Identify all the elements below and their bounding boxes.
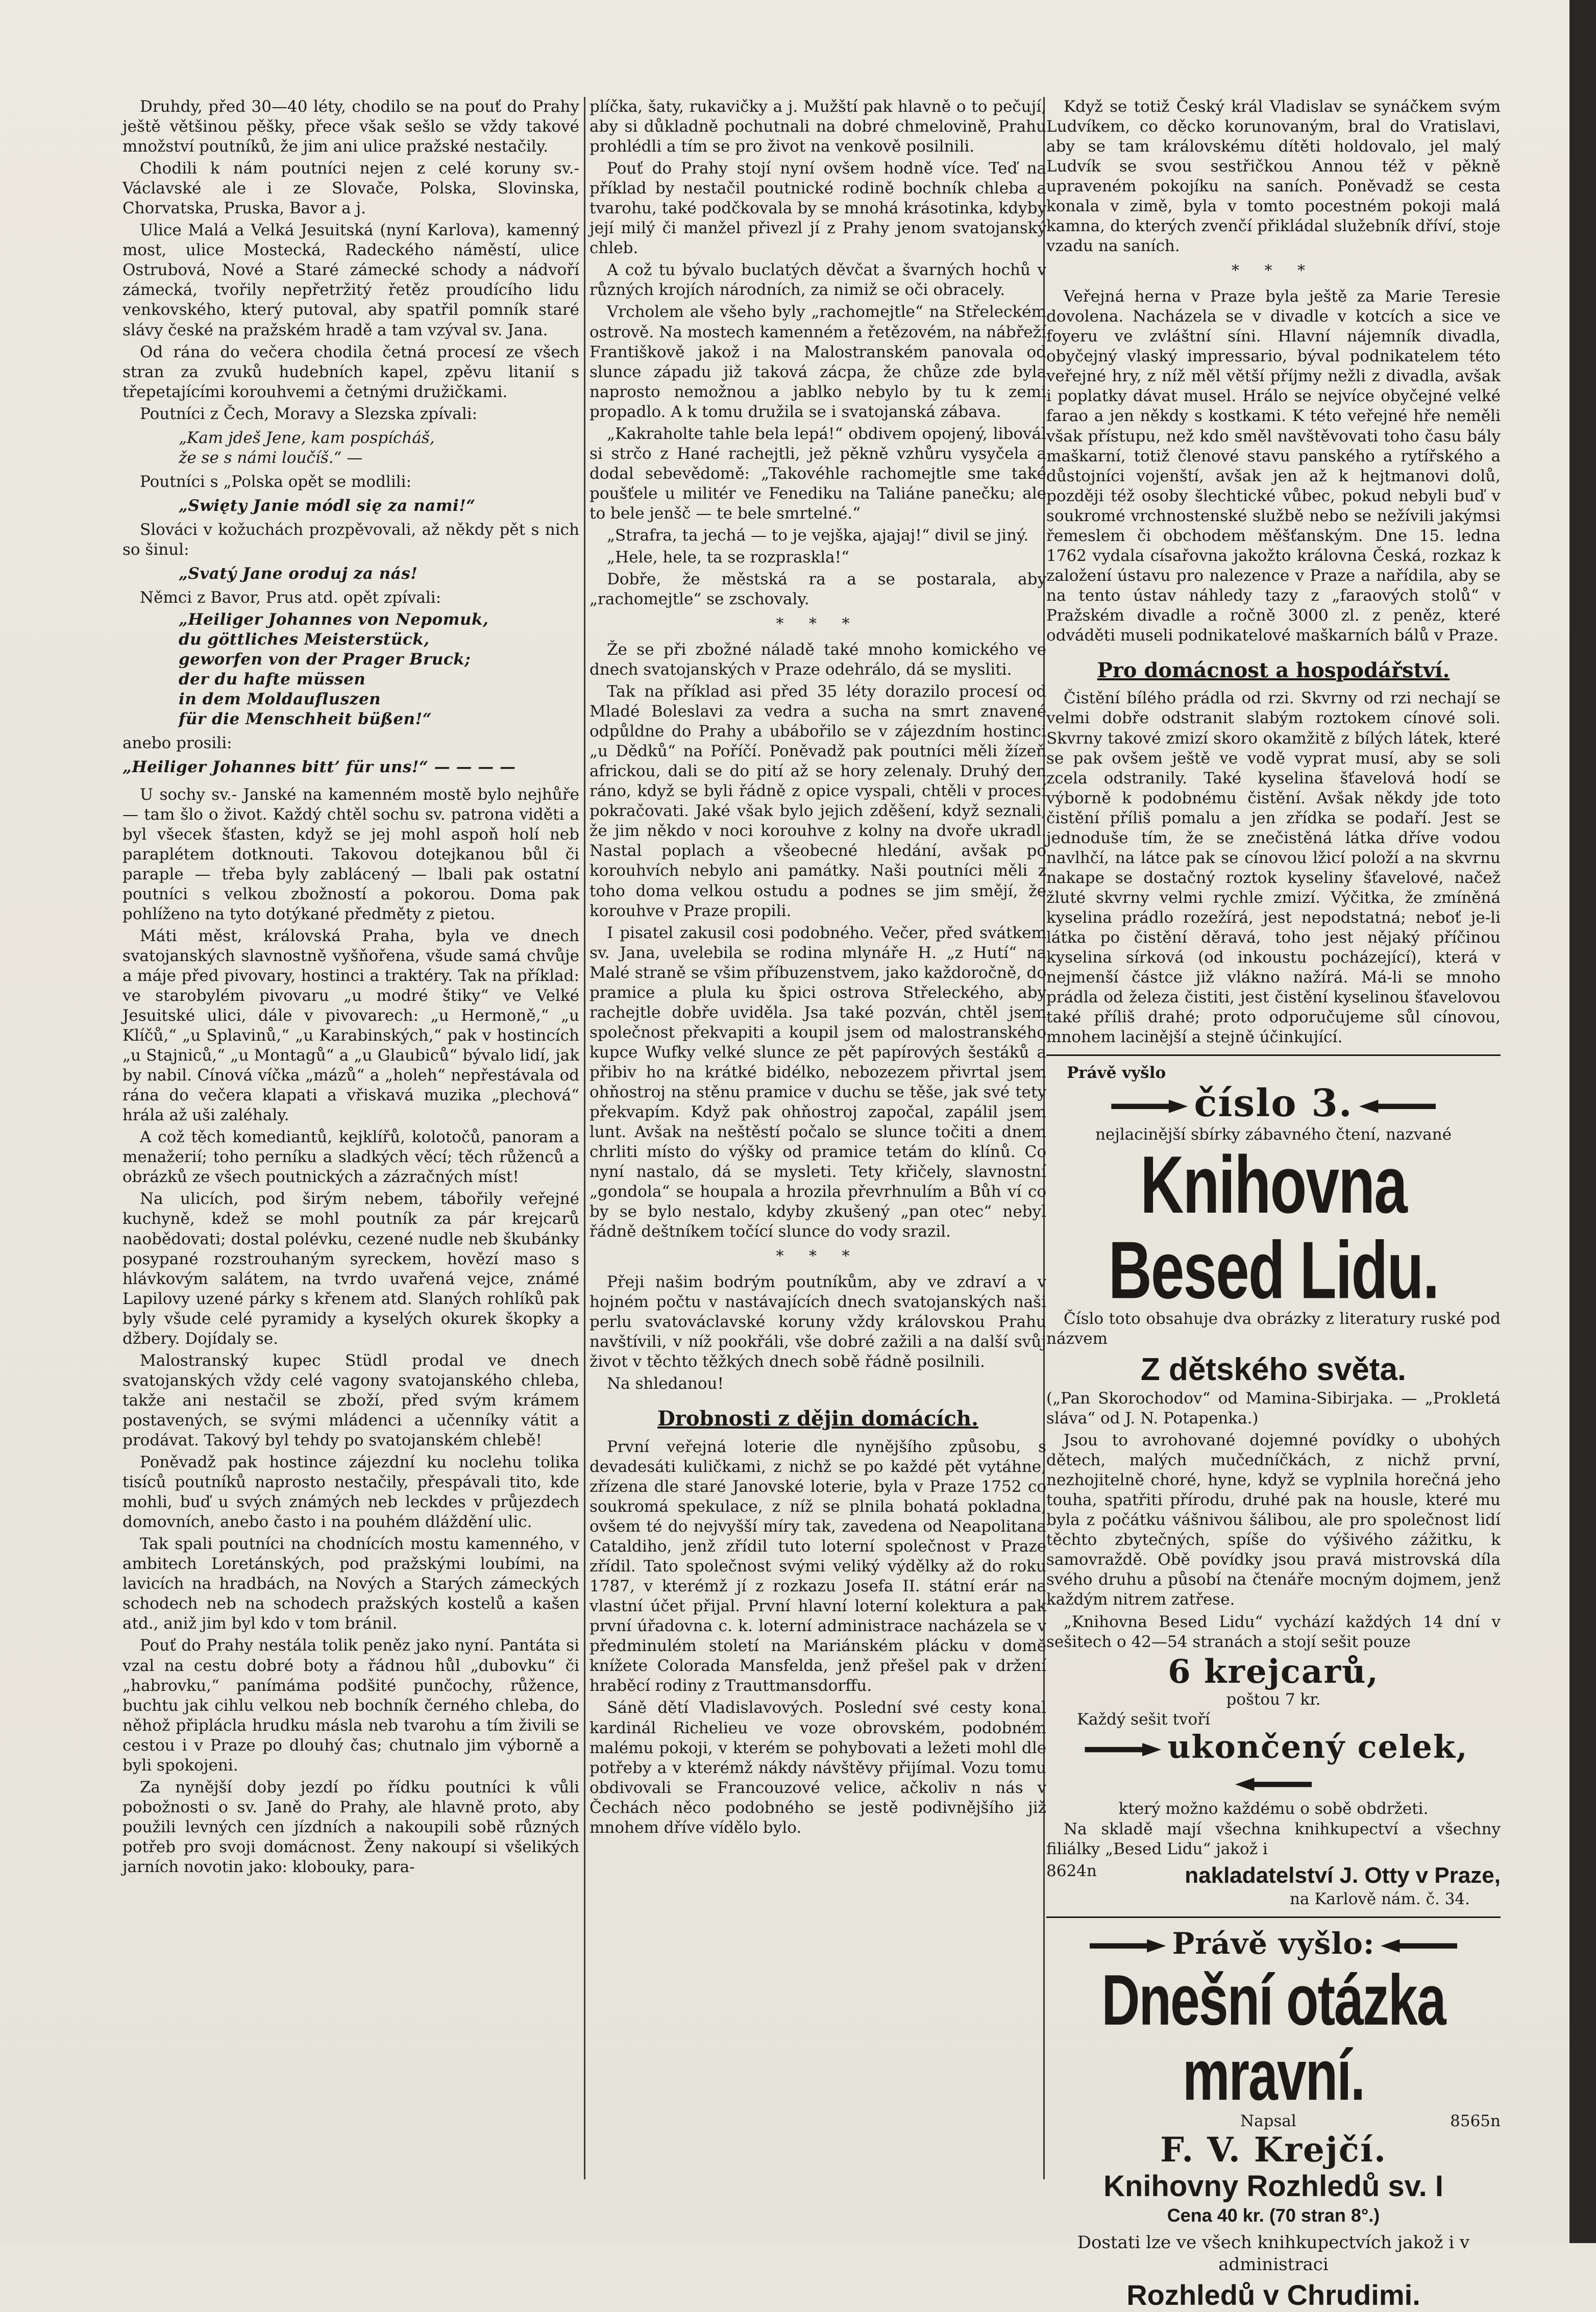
arrow-left-icon bbox=[1235, 1778, 1312, 1791]
paragraph: Malostranský kupec Stüdl prodal ve dnech svatojanských vždy celé vagony svatojanského chleba, takže ani nestačil se zboží, před svým krámem postavených, se svými mládenci a učenníky vátit a prodávat. Takový byl tehdy po svatojanském chlebě! bbox=[122, 1351, 579, 1449]
ad-subtitle: nejlacinější sbírky zábavného čtení, nazvané bbox=[1095, 1125, 1452, 1144]
paragraph: Poněvadž pak hostince zájezdní ku noclehu tolika tisíců poutníků naprosto nestačily, přespávali tito, kde mohli, buď u svých známých neb leckdes v průjezdech domovních, anebo často i na pouhém dláždění ulic. bbox=[122, 1453, 579, 1532]
section-separator: * * * bbox=[776, 615, 860, 633]
arrow-left-icon bbox=[1359, 1100, 1436, 1113]
paragraph: Když se totiž Český král Vladislav se synáčkem svým Ludvíkem, co děcko korunovaným, bral do Vratislavi, aby se tam královskému dítěti holdovalo, jel malý Ludvík se svou sestřičkou Annou též v pěkně upraveném pokojíku na saních. Poněvadž se cesta konala v zimě, byla v tomto pocestném pokoji malá kamna, do kterých zvenčí přikládal služebník dříví, stoje vzadu na saních. bbox=[1046, 97, 1501, 256]
paragraph: Že se při zbožné náladě také mnoho komického ve dnech svatojanských v Praze odehrálo, dá se mysliti. bbox=[590, 640, 1046, 679]
paragraph: („Pan Skorochodov“ od Mamina-Sibirjaka. — „Prokletá sláva“ od J. N. Potapenka.) bbox=[1046, 1389, 1501, 1428]
paragraph: Poutníci s „Polska opět se modlili: bbox=[140, 472, 412, 491]
paragraph: První veřejná loterie dle nynějšího způsobu, s devadesáti kuličkami, z nichž se po každé pět vytáhne, zřízena dle staré Janovské loterie, byla v Praze 1752 co soukromá spekulace, z níž se plnila bohatá pokladna, ovšem té do nejvyšší míry tak, zavedena od Neapolitana Cataldiho, jenž zřídil tuto loterní společnost v Praze zřídil. Tato společnost svými veliký výdělky až do roku 1787, v kterémž jí z rozkazu Josefa II. státní erár na vlastní účet přijal. První hlavní loterní kolektura a pak první úřadovna c. k. loterní administrace nacházela se v předminulém století na Mariánském plácku v domě knížete Colorada Mansfelda, jenž přešel pak v držení hraběcí rodiny z Trauttmansdorffu. bbox=[590, 1437, 1046, 1695]
verse-line: für die Menschheit büßen!“ bbox=[179, 710, 432, 729]
paragraph: Pouť do Prahy nestála tolik peněz jako nyní. Pantáta si vzal na cestu dobré boty a řádnou hůl „dubovku“ či „habrovku,“ panímáma podšité punčochy, růžence, buchtu jak cihlu velkou neb bochník černého chleba, do něhož připlácla hrudku másla neb tvarohu a tím živili se cestou i v Praze po dlouhý čas; chutnalo jim výborně a byli spokojeni. bbox=[122, 1636, 579, 1775]
paragraph: Máti měst, královská Praha, byla ve dnech svatojanských slavnostně vyšňořena, všude samá chvůje a máje před pivovary, hostinci a traktéry. Tak na příklad: ve starobylém pivovaru „u modré štiky“ ve Velké Jesuitské ulici, dále v pivovarech: „u Hermoně,“ „u Klíčů,“ „u Splavinů,“ „u Karabinských,“ pak v hostincích „u Stajniců,“ „u Montagů“ a „u Glaubiců“ bývalo lidí, jak by nabil. Cínová víčka „mázů“ a „holeh“ nepřestávala od rána do večera klapati a vřiskavá muzika „plechová“ hrála až uši zaléhaly. bbox=[122, 926, 579, 1125]
verse-line: der du hafte müssen bbox=[179, 670, 366, 689]
paragraph: „Kakraholte tahle bela lepá!“ obdivem opojený, libovál si strčo z Hané rachejtli, jež pěkně vzhůru vysyčela a dodal sebevědomě: „Takovéhle rachomejtle sme také poušťele u militér ve Fenediku na Taliáne panečku; ale to bele jenšč — te bele smrtelné.“ bbox=[590, 424, 1046, 523]
divider bbox=[1046, 1916, 1501, 1918]
ad-issue bbox=[1046, 1083, 1501, 1124]
paragraph: plíčka, šaty, rukavičky a j. Mužští pak hlavně o to pečují, aby si důkladně pochutnali na dobré chmelovině, Prahu prohlédli a tím se pro život na venkově posilnili. bbox=[590, 97, 1046, 156]
arrow-right-icon bbox=[1111, 1100, 1188, 1113]
ad-price: Cena 40 kr. (70 stran 8°.) bbox=[1167, 2205, 1380, 2226]
paragraph: Sáně dětí Vladislavových. Poslední své cesty konal kardinál Richelieu ve voze obrovském, podobném malému pokoji, v kterém se pohybovati a ležeti mohl dle potřeby a v kterémž nákdy návštěvy přijímal. Vozu tomu obdivovali se Francouzové velice, ačkoliv n nás v Čechách něco podobného se jestě podivnějšího již mnohem dříve vídělo bylo. bbox=[590, 1699, 1046, 1837]
column-1 bbox=[122, 97, 579, 2195]
section-heading: Pro domácnost a hospodářství. bbox=[1097, 658, 1450, 683]
paragraph: Tak na příklad asi před 35 léty dorazilo procesí od Mladé Boleslavi za vedra a sucha na smrt znavené odpůldne do Prahy a ubábořilo se v zájezdním hostinci „u Dědků“ na Poříčí. Poněvadž pak poutníci měli žízeň africkou, dali se do pití až se hory zelenaly. Druhý den ráno, když se byli řádně z opice vyspali, chtěli v procesí pokračovati. Jaké však bylo jejich zděšení, když seznali, že jim někdo v noci korouhve z kolny na dvoře ukradl. Nastal poplach a všeobecné hledání, avšak po korouhvích nebylo ani památky. Naši poutníci měli z toho doma velkou ostudu a podnes se jim smějí, že korouhve v Praze propili. bbox=[590, 682, 1046, 920]
paragraph: Jsou to avrohované dojemné povídky o ubohých dětech, malých mučedníčkách, z nichž první, nezhojitelně choré, hyne, když se vyplnila horečná jeho touha, spatřiti přírodu, druhé pak na housle, které mu byla z počátku vášnivou šálibou, ale pro společnost lidí těchto zbytečných, spíše do výšivého zážitku, k samovraždě. Obě povídky jsou pravá mistrovská díla svého druhu a působí na čtenáře mocným dojmem, jenž každým nitrem zatřese. bbox=[1046, 1431, 1501, 1609]
ad-publisher-row bbox=[1046, 1861, 1501, 1889]
ad-banner bbox=[1046, 1925, 1501, 1962]
ad-title: Dnešní otázka mravní. bbox=[1101, 1960, 1445, 2116]
paragraph: Dobře, že městská ra a se postarala, aby „rachomejtle“ se zschovaly. bbox=[590, 570, 1046, 609]
verse-line: „Swięty Janie módl się za nami!“ bbox=[179, 496, 476, 515]
verse-line: in dem Moldaufluszen bbox=[179, 690, 381, 709]
arrow-left-icon bbox=[1381, 1939, 1457, 1953]
paragraph: „Strafra, ta jechá — to je vejška, ajajaj!“ divil se jiný. bbox=[607, 526, 1029, 545]
ad-author: F. V. Krejčí. bbox=[1160, 2130, 1387, 2170]
ad-banner-label: Právě vyšlo: bbox=[1172, 1926, 1375, 1961]
paragraph: Slováci v kožuchách prozpěvovali, až někdy pět s nich so šinul: bbox=[122, 520, 579, 559]
verse-line: du göttliches Meisterstück, bbox=[179, 630, 430, 649]
verse-line: „Svatý Jane oroduj za nás! bbox=[179, 564, 418, 583]
column-rule-1 bbox=[584, 97, 585, 2179]
verse-line: že se s námi loučíš.“ — bbox=[179, 448, 363, 467]
paragraph: A což tu bývalo buclatých děvčat a švarných hochů v různých krojích národních, za nimiž se oči obracely. bbox=[590, 261, 1046, 300]
paragraph: Pouť do Prahy stojí nyní ovšem hodně více. Teď na příklad by nestačil poutnické rodině bochník chleba a tvarohu, také podčkovala by se mnohá krásotinka, kdyby její milý či manžel přivezl jí z Prahy jenom svatojanský chleb. bbox=[590, 159, 1046, 258]
paragraph: Veřejná herna v Praze byla ještě za Marie Teresie dovolena. Nacházela se v divadle v kotcích a sice ve foyeru ve zvláštní síni. Hlavní nájemník divadla, obyčejný vlaský impressario, býval podnikatelem této veřejné hry, z níž měl větší příjmy nežli z divadla, avšak i poplatky dávat musel. Hrálo se nejvíce obyčejné velké farao a jen někdy s kostkami. K této veřejné hře neměli však přístupu, než kdo směl navštěvovati toho času bály maškarní, totiž členové stavu panského a rytířského a důstojníci vojenští, avšak jen až k hejtmanovi dolů, později též osoby šlechtické vůbec, pokud nebyli buď v soukromé vrchnostenské službě nebo se nežívili jakýmsi řemeslem či obchodem měšťanským. Dne 15. ledna 1762 vydala císařovna jakožto královna Česká, rozkaz k založení ústavu pro nalezence v Praze a nařídila, aby se na tento ústav náhledy tazy z „faraových stolů“ v Pražském divadle a ročně 3000 zl. z peněz, které odváděti museli podnikatelové maškarních bálů v Praze. bbox=[1046, 287, 1501, 645]
paragraph: anebo prosili: bbox=[122, 734, 232, 753]
advertisement-otazka bbox=[1046, 1925, 1501, 2312]
paragraph: Poutníci z Čech, Moravy a Slezska zpívali: bbox=[140, 404, 478, 423]
ad-kicker: Právě vyšlo bbox=[1067, 1064, 1166, 1083]
verse-line: geworfen von der Prager Bruck; bbox=[179, 650, 471, 669]
paragraph: A což těch komediantů, kejklířů, kolotočů, panoram a menažerií; toho perníku a sladkých věcí; těch růženců a obrázků ze všech poutnických a zázračných míst! bbox=[122, 1128, 579, 1187]
verse-line: „Heiliger Johannes von Nepomuk, bbox=[179, 610, 489, 629]
ad-postage: poštou 7 kr. bbox=[1226, 1690, 1321, 1709]
ad-whole bbox=[1046, 1730, 1501, 1799]
paragraph: Němci z Bavor, Prus atd. opět zpívali: bbox=[140, 588, 441, 607]
paragraph: „Knihovna Besed Lidu“ vychází každých 14 dní v sešitech o 42—54 stranách a stojí sešit pouze bbox=[1046, 1612, 1501, 1651]
ad-address: na Karlově nám. č. 34. bbox=[1290, 1889, 1470, 1908]
scan-edge bbox=[1569, 0, 1596, 2243]
ad-each: Každý sešit tvoří bbox=[1077, 1710, 1210, 1729]
paragraph: Od rána do večera chodila četná procesí ze všech stran za zvuků hudebních kapel, zpěvu litanií s třepetajícími korouhvemi a četnými družičkami. bbox=[122, 342, 579, 401]
ad-code: 8565n bbox=[1450, 2112, 1501, 2131]
ad-administration: Rozhledů v Chrudimi. bbox=[1126, 2279, 1420, 2311]
arrow-right-icon bbox=[1090, 1939, 1166, 1953]
column-3 bbox=[1046, 97, 1501, 2311]
ad-publisher: nakladatelství J. Otty v Praze, bbox=[1185, 1862, 1501, 1888]
ad-price: 6 krejcarů, bbox=[1168, 1652, 1379, 1691]
paragraph: Ulice Malá a Velká Jesuitská (nyní Karlova), kamenný most, ulice Mostecká, Radeckého náměstí, ulice Ostrubová, Nové a Staré zámecké schody a nádvoří zámecká, tvořily nepřetržitý řetěz proudícího lidu venkovského, který putoval, aby spatřil pomník staré slávy české na pražském hradě a tam vzýval sv. Jana. bbox=[122, 221, 579, 339]
paragraph: U sochy sv.- Janské na kamenném mostě bylo nejhůře — tam šlo o život. Každý chtěl sochu sv. patrona viděti a byl všecek šťasten, když se jej mohl aspoň holí neb paraplétem dotknouti. Takovou dotejkanou bůl či paraple — třeba byly zablácený — lbali pak ostatní poutníci s velkou zbožností a pokorou. Doma pak pohlíženo na tyto dotýkané předměty z pietou. bbox=[122, 785, 579, 923]
paragraph: Chodili k nám poutníci nejen z celé koruny sv.- Václavské ale i ze Slovače, Polska, Slovinska, Chorvatska, Pruska, Bavor a j. bbox=[122, 159, 579, 218]
paragraph: I pisatel zakusil cosi podobného. Večer, před svátkem sv. Jana, uvelebila se rodina mlynáře H. „z Hutí“ na Malé straně se všim příbuzenstvem, jako každoročně, do pramice a plula ku špici ostrova Střeleckého, aby rachejtle dobře uviděla. Jsa také pozván, chtěl jsem společnost překvapiti a koupil jsem od malostranského kupce Wufky velké slunce ze pět papírových šestáků a přibiv ho na krátké bidélko, nebozezem přivrtal jsem ohňostroj na stěnu pramice v duchu se těše, jak své tety překvapím. Když pak ohňostroj započal, zapálil jsem lunt. Avšak na neštěstí počalo se slunce točiti a dnem chrliti místo do výšky od pramice tetám do klínů. Co nyní nastalo, dá se mysleti. Tety křičely, slavnostní „gondola“ se houpala a hrozila převrhnulím a Bůh ví co by se bylo nestalo, kdyby zkušený „pan otec“ nebyl řádně deštníkem točící slunce do vody srazil. bbox=[590, 923, 1046, 1241]
ad-book-title: Z dětského světa. bbox=[1140, 1351, 1407, 1387]
advertisement-knihovna bbox=[1046, 1063, 1501, 1909]
paragraph: Vrcholem ale všeho byly „rachomejtle“ na Střeleckém ostrově. Na mostech kamenném a řetězovém, na nábřeží Františkově jakož i na Malostranském panovala od slunce západu již taková zácpa, že chůze zde byla naprosto nemožnou a jablko nebylo by tu k zemi propadlo. A k tomu družila se i svatojanská zábava. bbox=[590, 303, 1046, 421]
paragraph: Druhdy, před 30—40 léty, chodilo se na pouť do Prahy ještě většinou pěšky, přece však sešlo se vždy takové množství poutníků, že jim ani ulice pražské nestačily. bbox=[122, 97, 579, 156]
paragraph: Na shledanou! bbox=[607, 1374, 724, 1393]
ad-wrote: Napsal bbox=[1240, 2112, 1296, 2131]
paragraph: Na ulicích, pod širým nebem, tábořily veřejné kuchyně, kdež se mohl poutník za pár krejcarů naobědovati; dostal polévku, cezené nudle neb škubánky posypané rozstrouhaným syreckem, hovězí maso s hlávkovým salátem, na tvrdo uvařená vejce, známé Lapilovy uzené párky s křenem atd. Slaných rohlíků pak byly všude celé pyramidy a kyselých okurek škopky a džbery. Dojídaly se. bbox=[122, 1190, 579, 1348]
verse-line: „Heiliger Johannes bitt’ für uns!“ — — — — bbox=[122, 758, 516, 777]
section-separator: * * * bbox=[1231, 262, 1316, 280]
ad-code: 8624n bbox=[1046, 1861, 1097, 1880]
paragraph: Přeji našim bodrým poutníkům, aby ve zdraví a v hojném počtu v nastávajících dnech svatojanských naši perlu svatováclavské koruny vždy královskou Prahu navštívili, v níž pookřáli, vše dobré zažili a na další svůj život v těchto těžkých dnech sobě řádně posilnili. bbox=[590, 1273, 1046, 1371]
arrow-right-icon bbox=[1085, 1743, 1161, 1756]
column-2 bbox=[590, 97, 1046, 2195]
section-heading: Drobnosti z dějin domácích. bbox=[657, 1407, 978, 1431]
divider bbox=[1046, 1054, 1501, 1056]
ad-note: který možno každému o sobě obdržeti. bbox=[1118, 1800, 1429, 1818]
ad-title: Knihovna Besed Lidu. bbox=[1108, 1139, 1439, 1316]
paragraph: Na skladě mají všechna knihkupectví a všechny filiálky „Besed Lidu“ jakož i bbox=[1046, 1819, 1501, 1858]
section-separator: * * * bbox=[776, 1247, 860, 1266]
verse-line: „Kam jdeš Jene, kam pospícháš, bbox=[179, 428, 435, 447]
paragraph: „Hele, hele, ta se rozpraskla!“ bbox=[607, 548, 849, 567]
paragraph: Za nynější doby jezdí po řídku poutníci k vůli pobožnosti o sv. Janě do Prahy, ale hlavně proto, aby použili levných cen jízdních a nakoupili sobě různých potřeb pro svoji domácnost. Ženy nakoupí si všelikých jarních novotin jako: klobouky, para- bbox=[122, 1778, 579, 1876]
ad-issue-label: číslo 3. bbox=[1194, 1081, 1353, 1126]
paragraph: Dostati lze ve všech knihkupectvích jakož i v administraci bbox=[1077, 2232, 1470, 2275]
paragraph: Čistění bílého prádla od rzi. Skvrny od rzi nechají se velmi dobře odstranit slabým roztokem cínové soli. Skvrny takové zmizí skoro okamžitě z bílých látek, které se pak ovšem ještě ve vodě vyprat musí, aby se soli zcela odstranily. Také kyselina šťavelová hodí se výborně k podobnému čistění. Avšak někdy jde toto čistění příliš pomalu a jen zřídka se podaří. Jest se jednoduše tím, že se znečistěná látka dříve vodou navlhčí, na látce pak se cínovou lžicí položí a na skvrnu nakape se dostačný roztok kyseliny šťavelové, načež žluté skvrny velmi rychle zmizí. Výčitka, že zmíněná kyselina prádlo rozežírá, jest nepodstatná; neboť je-li látka po čistění děravá, toho jest nějaký příčinou kyselina sírková (od inkoustu pocházející), která v nejmenší částce již vlákno nažírá. Má-li se mnoho prádla od železa čistiti, jest čistění kyselinou šťavelovou také příliš drahé; proto odporučujeme sůl cínovou, mnohem lacinější a stejně účinkující. bbox=[1046, 689, 1501, 1047]
paragraph: Tak spali poutníci na chodnících mostu kamenného, v ambitech Loretánských, pod pražskými loubími, na lavicích na hradbách, na Nových a Starých zámeckých schodech neb na schodech pražských kostelů a kašen atd., aniž jim byl kdo v tom bránil. bbox=[122, 1535, 579, 1633]
paragraph: Číslo toto obsahuje dva obrázky z literatury ruské pod názvem bbox=[1046, 1309, 1501, 1348]
ad-whole-label: ukončený celek, bbox=[1167, 1728, 1468, 1766]
ad-series: Knihovny Rozhledů sv. I bbox=[1103, 2169, 1443, 2203]
